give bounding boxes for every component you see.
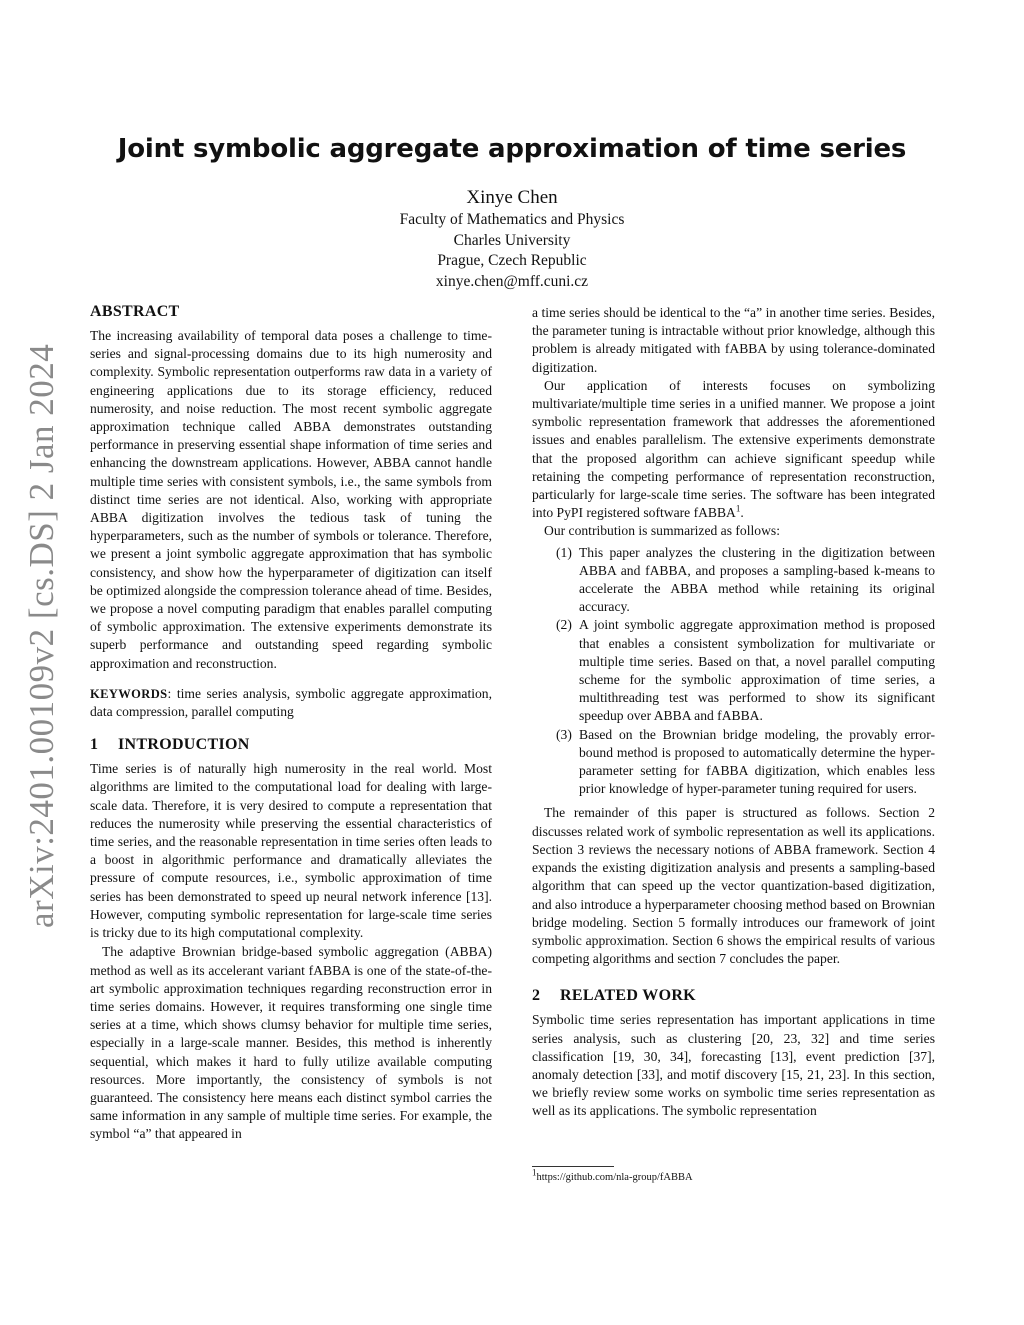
paper-title: Joint symbolic aggregate approximation of time series: [117, 134, 907, 164]
list-item-text: A joint symbolic aggregate approximation method is proposed that enables a consistent symbolization for multivariate or multiple time series. Based on that, a novel parallel computing scheme for the symbolic approximation of time series, a multithreading test was performed to show its significant speedup over ABBA and fABBA.: [579, 617, 935, 724]
footnote-link[interactable]: https://github.com/nla-group/fABBA: [536, 1172, 693, 1183]
list-item-text: Based on the Brownian bridge modeling, the provably error-bound method is proposed to automatically determine the hyper-parameter setting for fABBA digitization, which enables less prior knowledge of hyper-parameter tuning required for users.: [579, 726, 935, 797]
section-heading-related-work: [532, 986, 935, 1006]
affiliation-location: Prague, Czech Republic: [437, 252, 587, 269]
abstract-heading: ABSTRACT: [90, 303, 180, 320]
keywords-text: : time series analysis, symbolic aggregate approximation, data compression, parallel computing: [90, 685, 492, 720]
author-block: [0, 186, 1024, 292]
footnote-divider: [532, 1166, 614, 1167]
intro-paragraph-2-continued: a time series should be identical to the “a” in another time series. Besides, the parameter tuning is intractable without prior knowledge, although this problem is already mitigated with fABBA by using tolerance-dominated digitization.: [532, 305, 935, 375]
affiliation-faculty: Faculty of Mathematics and Physics: [399, 211, 625, 228]
right-column: [532, 304, 935, 1121]
list-item: [532, 544, 935, 617]
footnote-number: 1: [532, 1167, 537, 1178]
section-number: 1: [90, 736, 99, 754]
intro-paragraph-5: The remainder of this paper is structured as follows. Section 2 discusses related work of symbolic representation as well its applications. Section 3 reviews the necessary notions of ABBA framework. Section 4 expands the existing digitization analysis and presents a sampling-based algorithm that can speed up the vector quantization-based digitization, and also introduce a hyperparameter choosing method based on Brownian bridge modeling. Section 5 formally introduces our framework of joint symbolic approximation. Section 6 shows the empirical results of various competing algorithms and section 7 concludes the paper.: [532, 805, 935, 967]
intro-paragraph-4: Our contribution is summarized as follows:: [544, 523, 780, 539]
related-paragraph-1: Symbolic time series representation has important applications in time series analysis, such as clustering [20, 23, 32] and time series classification [19, 30, 34], forecasting [13], event prediction [37], anomaly detection [33], and motif discovery [15, 21, 23]. In this section, we briefly review some works on symbolic time series representation as well as its applications. The symbolic representation: [532, 1012, 935, 1119]
footnote-mark: 1: [735, 503, 741, 514]
abstract-text: The increasing availability of temporal data poses a challenge to time-series and signal-processing domains due to its high numerosity and complexity. Symbolic representation outperforms raw data in a variety of engineering applications due to its storage efficiency, reduced numerosity, and noise reduction. The most recent symbolic aggregate approximation technique called ABBA demonstrates outstanding performance in preserving essential shape information of time series and enhancing the downstream applications. However, ABBA cannot handle multiple time series with consistent symbols, i.e., the same symbols from distinct time series are not identical. Also, working with appropriate ABBA digitization involves the tedious task of tuning the hyperparameters, such as the number of symbols or tolerance. Therefore, we present a joint symbolic aggregate approximation that has symbolic consistency, and show how the hyperparameter of digitization can itself be optimized alongside the compression tolerance ahead of time. Besides, we propose a novel computing paradigm that enables parallel computing of symbolic approximation. The extensive experiments demonstrate its superb performance and outstanding speed regarding symbolic approximation and reconstruction.: [90, 328, 492, 671]
list-marker: (2): [556, 617, 572, 633]
list-marker: (1): [556, 544, 572, 560]
keywords-label: KEYWORDS: [90, 686, 168, 701]
affiliation-university: Charles University: [453, 231, 571, 249]
left-column: [90, 302, 492, 1144]
arxiv-identifier: arXiv:2401.00109v2 [cs.DS] 2 Jan 2024: [22, 343, 61, 928]
intro-paragraph-3-text: Our application of interests focuses on symbolizing multivariate/multiple time series in a unified manner. We propose a joint symbolic representation framework that addresses the aforementioned issues and enables parallelism. The extensive experiments demonstrate that the proposed algorithm can achieve significant speedup while retaining the competing performance of representation reconstruction, particularly for large-scale time series. The software has been integrated into PyPI registered software fABBA: [532, 377, 935, 521]
intro-paragraph-2: The adaptive Brownian bridge-based symbolic aggregation (ABBA) method as well as its accelerant variant fABBA is one of the state-of-the-art symbolic approximation techniques regarding reconstruction error in time series domains. However, it requires transforming one single time series at a time, which shows clumsy behavior for multiple time series, especially in a large-scale manner. Besides, this method is inherently sequential, which makes it hard to fully utilize available computing resources. More importantly, the consistency of symbols is not guaranteed. The consistency here means each distinct symbol carries the same information in any sample of multiple time series. For example, the symbol “a” that appeared in: [90, 944, 492, 1142]
section-title: INTRODUCTION: [118, 736, 250, 754]
contribution-list: [532, 544, 935, 799]
list-marker: (3): [556, 726, 572, 742]
keywords: [90, 685, 492, 721]
list-item: [532, 726, 935, 799]
intro-paragraph-1: Time series is of naturally high numerosity in the real world. Most algorithms are limited to the computational load for dealing with large-scale data. Therefore, it is very desired to compute a representation that reduces the numerosity while preserving the essential characteristics of time series, and the reasonable representation in time series often leads to a boost in algorithmic performance and dramatically alleviates the pressure of compute resources, i.e., symbolic approximation of time series has been demonstrated to speed up neural network inference [13]. However, computing symbolic representation for large-scale time series is tricky due to its high computational complexity.: [90, 761, 492, 941]
author-name: Xinye Chen: [466, 187, 558, 208]
section-number: 2: [532, 987, 541, 1005]
list-item: [532, 616, 935, 725]
list-item-text: This paper analyzes the clustering in the digitization between ABBA and fABBA, and proposes a sampling-based k-means to accelerate the ABBA method while retaining its original accuracy.: [579, 544, 935, 615]
intro-paragraph-3: Our application of interests focuses on symbolizing multivariate/multiple time series in a unified manner. We propose a joint symbolic representation framework that addresses the aforementioned issues and enables parallelism. The extensive experiments demonstrate that the proposed algorithm can achieve significant speedup while retaining the competing performance of representation reconstruction, particularly for large-scale time series. The software has been integrated into PyPI registered software fABBA$^1$.: [532, 377, 935, 521]
section-title: RELATED WORK: [560, 987, 696, 1005]
author-email: xinye.chen@mff.cuni.cz: [435, 272, 589, 290]
footnote: [532, 1167, 693, 1183]
section-heading-introduction: [90, 735, 492, 755]
